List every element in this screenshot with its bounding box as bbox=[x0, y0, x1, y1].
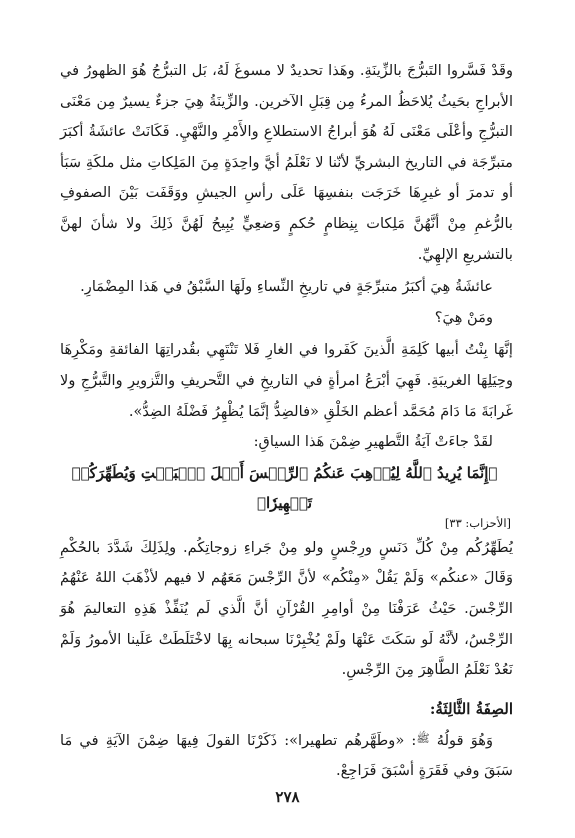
verse-citation: [الأحزاب: ٣٣] bbox=[444, 515, 511, 530]
paragraph-aisha-first: عائشَةُ هِيَ أكبَرُ متبرِّجَةٍ في تاريخِ النِّساءِ ولَهَا السَّبْقُ في هَذا المِضْمَارِ. bbox=[80, 278, 493, 296]
third-attribute-rest: : «وطَهَّرهُم تطهيرا»: ذَكَرْنَا القولَ فِيهَا ضِمْنَ الآيَةِ في مَا سَبَقَ وفي فَقَرَةٍ أسْبَقَ فَرَاجِعْ. bbox=[60, 731, 513, 780]
paragraph-her-traits: إنَّهَا بِنْتُ أبيها كَلِمَةِ الَّذينَ كَفَروا في الغارِ فَلا تَنْتَهِي بقُدراتِهَا الفائقةِ ومَكْرِهَا وحِيَلِهَا الغريبَةِ. فَهِيَ أبْرَعُ امرأةٍ في التاريخِ في التَّحريفِ والتَّزويرِ والتَّبرُّجِ ولا غَرابَةَ مَا دَامَ مُحَمَّد أعظم الخَلْقِ «فالضِدُّ إنَّمَا يُظْهِرُ فَضْلَهُ الضِدُّ». bbox=[60, 341, 513, 420]
section-heading: الصِفَةُ الثَّالِثَةُ: bbox=[429, 699, 513, 718]
paragraph-tabarruj-definition: وقَدْ فَسَّروا التَبرُّجَ بالزِّينَةِ. وهَذا تحديدٌ لا مسوغَ لَهُ، بَل التبرُّجُ هُوَ الظهورُ في الأبراجِ بحَيثُ يُلاحَظُ المرءُ مِن قِبَلِ الآخرين. والزِّينَةُ هِيَ جزءٌ يسيرٌ مِن مَعْنَى التبرُّجِ وأعْلَى مَعْنَى لَهُ هُوَ أبراجُ الاستطلاعِ والأَمْرِ والنَّهْيِ. فَكَانَتْ عائشَةُ أكبَرَ متبرِّجَة في التاريخ البشريِّ لأنّنا لا نَعْلَمُ أيَّ واحِدَةٍ مِنَ المَلِكاتِ مثل ملكَةِ سَبَأ أو تدمرَ أو غيرِهَا خَرَجَت بنفسِهَا عَلَى رأسِ الجيشِ ووَقَفَت بَيْنَ الصفوفِ بالرُّغمِ مِنْ أنَّهُنَّ مَلِكات بِنِظامٍ حُكمٍ وَضعِيٍّ يُبِيحُ لَهُنَّ ذَلِكَ ولا شأنَ لهنَّ بالتشريعِ الإلهِيِّ. bbox=[60, 62, 513, 263]
pbuh-symbol: ﷺ bbox=[416, 731, 430, 745]
paragraph-third-attribute bbox=[60, 724, 513, 787]
paragraph-verse-intro: لقَدْ جاءَتْ آيَةُ التَّطهيرِ ضِمْنَ هَذا السياقِ: bbox=[253, 433, 493, 451]
third-attribute-lead: وَهُوَ قولُهُ bbox=[436, 731, 493, 749]
quran-verse: ﴿إِنَّمَا يُرِيدُ ٱللَّهُ لِيُذۡهِبَ عَنكُمُ ٱلرِّجۡسَ أَهۡلَ ٱلۡبَيۡتِ وَيُطَهِّرَكُمۡ تَطۡهِيرٗا﴾ bbox=[71, 463, 498, 512]
paragraph-purification: يُطَهِّرُكُم مِنْ كُلِّ دَنَسٍ ورِجْسٍ ولو مِنْ جَراءِ زوجاتِكُم. ولِذَلِكَ شَدَّدَ بالحُكْمِ وَقَالَ «عنكُم» وَلَمْ يَقُلْ «مِنْكُم» لأنَّ الرِّجْسَ مَعَهُم لا فيهم لأذْهَبَ اللهُ عَنْهُمُ الرِّجْسَ. حَيْثُ عَرَفْنَا مِنْ أوامِرِ القُرْآنِ أنَّ الَّذي لَم يُنَفِّذْ هَذِهِ التعاليمَ هُوَ الرِّجْسُ، لأنَّهُ لَو سَكَتَ عَنْهَا ولَمْ يُخْبِرْنَا سبحانه بِهَا لاخْتَلَطَتْ عَلَينا الأمورُ وَلَمْ نَعُدْ نَعْلَمُ الطَّاهِرَ مِنَ الرِّجْسِ. bbox=[60, 538, 513, 679]
page-number: ٢٧٨ bbox=[275, 788, 300, 806]
paragraph-question: ومَنْ هِيَ؟ bbox=[434, 308, 493, 326]
